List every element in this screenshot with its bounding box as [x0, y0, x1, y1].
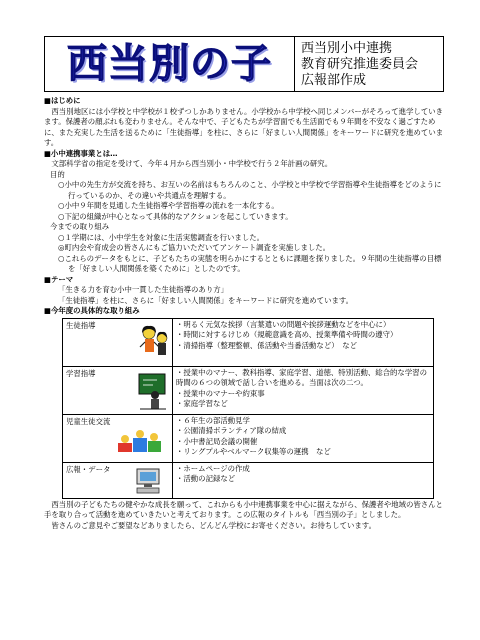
closing-paragraph: 西当別の子どもたちの健やかな成長を願って、これからも小中連携事業を中心に据えながら、保護者や地域の皆さんと手を取り合って活動を進めていきたいと考えております。この広報のタイトルも「西当別の子」としました。 — [44, 499, 443, 520]
category-label: 学習指導 — [66, 368, 96, 378]
theme-heading: ■テーマ — [44, 274, 74, 284]
table-row — [63, 318, 434, 366]
category-cell — [63, 462, 173, 498]
purpose-item: ○小中の先生方が交流を持ち、お互いの名前はもちろんのこと、小学校と中学校で学習指導や生徒指導をどのように行っているのか、その違いや共通点を理解する。 — [58, 180, 442, 200]
items-cell — [173, 366, 434, 414]
theme-line: 「生きる力を育む小中一貫した生徒指導のあり方」 — [58, 285, 228, 295]
org-line-1: 西当別小中連携 — [301, 41, 393, 56]
project-body: 文部科学省の指定を受けて、今年４月から西当別小・中学校で行う２年計画の研究。 — [51, 159, 333, 169]
purpose-item: ○小中９年間を見通した生徒指導や学習指導の流れを一本化する。 — [58, 201, 279, 211]
project-heading: ■小中連携事業とは… — [44, 148, 118, 158]
list-item: ・リングプルやベルマーク収集等の運携 など — [176, 447, 331, 457]
organization-info — [295, 37, 443, 91]
progress-item: ◎町内会や育成会の皆さんにもご協力いただいてアンケート調査を実施しました。 — [58, 243, 331, 253]
list-item: ・活動の記録など — [176, 474, 236, 484]
category-cell — [63, 318, 173, 366]
table-row — [63, 366, 434, 414]
items-cell — [173, 318, 434, 366]
list-item: ・小中書記局会議の開催 — [176, 436, 258, 446]
list-item: ・授業中のマナー、教科指導、家庭学習、道徳、特別活動、総合的な学習の時間の６つの領域で話し合いを進める。当面は次の二つ。 — [176, 367, 427, 388]
list-item: ・公園清掃ボランティア隊の結成 — [176, 426, 287, 436]
list-item: ・ホームページの作成 — [176, 463, 250, 473]
org-line-2: 教育研究推進委員会 — [301, 57, 419, 72]
closing-paragraph: 皆さんのご意見やご要望などありましたら、どんどん学校にお寄せください。お待ちしています。 — [51, 520, 376, 530]
list-item: ・清掃指導（整理整頓、係活動や当番活動など） など — [176, 340, 358, 350]
header-box — [44, 36, 444, 92]
children-illustration-icon — [139, 324, 171, 362]
category-cell — [63, 366, 173, 414]
intro-body: 西当別地区には小学校と中学校が１校ずつしかありません。小学校から中学校へ同じメンバーがそろって進学していきます。保護者の顔ぶれも変わりません。そんな中で、子どもたちが学習面でも生活面でも９年間を不安なく過ごすために、また充実した生活を送るために「生徒指導」を柱に、さらに「好ましい人間関係」をキーワードに研究を進めています。 — [44, 106, 444, 148]
purpose-label: 目的 — [50, 169, 65, 179]
progress-label: 今までの取り組み — [50, 222, 110, 232]
plan-heading: ■今年度の具体的な取り組み — [44, 306, 140, 316]
list-item: ・明るく元気な挨拶（言葉遣いの問題や挨拶運動などを中心に） — [176, 319, 391, 329]
items-cell — [173, 462, 434, 498]
list-item: ・授業中のマナーや約束事 — [176, 388, 265, 398]
list-item: ・時間に対するけじめ（規範意識を高め、授業準備や時間の遵守） — [176, 330, 398, 340]
category-label: 広報・データ — [66, 464, 111, 474]
students-exchange-icon — [117, 429, 163, 455]
theme-line: 「生徒指導」を柱に、さらに「好ましい人間関係」をキーワードに研究を進めています。 — [58, 295, 354, 305]
table-row — [63, 462, 434, 498]
content — [44, 96, 444, 531]
category-label: 生徒指導 — [66, 320, 96, 330]
progress-item: ○１学期には、小中学生を対象に生活実態調査を行いました。 — [58, 232, 264, 242]
category-cell — [63, 414, 173, 462]
items-cell — [173, 414, 434, 462]
table-row — [63, 414, 434, 462]
category-label: 児童生徒交流 — [66, 416, 111, 426]
progress-item: ○これらのデータをもとに、子どもたちの実態を明らかにするとともに課題を探りました。９年間の生徒指導の目標を「好ましい人間関係を築くために」としたのです。 — [58, 253, 442, 274]
plan-table — [62, 318, 434, 499]
newsletter-title: 西当別の子 — [67, 39, 272, 87]
purpose-item: ○下記の組織が中心となって具体的なアクションを起こしていきます。 — [58, 211, 293, 221]
list-item: ・６年生の部活動見学 — [176, 415, 250, 425]
intro-heading: ■はじめに — [44, 96, 81, 105]
list-item: ・家庭学習など — [176, 399, 228, 409]
teacher-board-icon — [137, 371, 169, 411]
org-line-3: 広報部作成 — [301, 73, 367, 88]
title-box — [45, 37, 295, 91]
computer-icon — [135, 467, 161, 495]
